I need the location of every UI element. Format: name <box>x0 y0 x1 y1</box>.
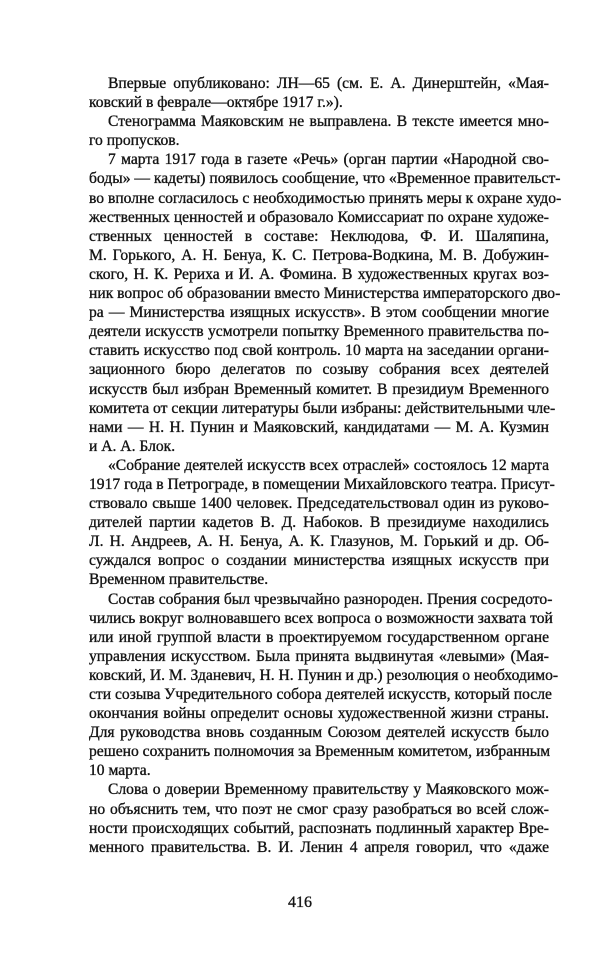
text-line: Впервые опубликовано: ЛН—65 (см. Е. А. Динерштейн, «Мая- <box>108 75 549 92</box>
paragraph <box>89 74 549 112</box>
text-line: «Собрание деятелей искусств всех отраслей» состоялось 12 марта <box>108 456 549 474</box>
paragraph <box>89 780 549 856</box>
text-line: М. Горького, А. Н. Бенуа, К. С. Петрова-Водкина, М. В. Добужин- <box>89 246 549 264</box>
text-line: Стенограмма Маяковским не выправлена. В тексте имеется мно- <box>108 113 549 131</box>
text-line: комитета от секции литературы были избраны: действительными чле- <box>89 399 556 417</box>
paragraph <box>89 590 559 781</box>
text-line: Л. Н. Андреев, А. Н. Бенуа, А. К. Глазунов, М. Горький и др. Об- <box>89 533 549 551</box>
text-line: Слова о доверии Временному правительству у Маяковского мож- <box>108 781 549 799</box>
text-line: во вполне согласилось с необходимостью принять меры к охране худо- <box>89 189 562 207</box>
text-line: или иной группой власти в проектируемом государственном органе <box>89 628 549 646</box>
text-line: ности происходящих событий, распознать подлинный характер Вре- <box>89 819 549 837</box>
text-line: суждался вопрос о создании министерства изящных искусств при <box>89 552 549 570</box>
text-line: ковский, И. М. Зданевич, Н. Н. Пунин и др.) резолюция о необходимо- <box>89 666 559 684</box>
text-line: ского, Н. К. Рериха и И. А. Фомина. В художественных кругах воз- <box>89 265 549 283</box>
text-line: 10 марта. <box>89 762 151 780</box>
text-line: сти созыва Учредительного собора деятелей искусств, который после <box>89 686 552 703</box>
text-line: боды» — кадеты) появилось сообщение, что «Временное правительст- <box>89 170 561 188</box>
text-line: го пропусков. <box>89 132 180 150</box>
text-line: решено сохранить полномочия за Временным комитетом, избранным <box>89 743 551 761</box>
text-line: 7 марта 1917 года в газете «Речь» (орган партии «Народной сво- <box>108 151 549 169</box>
text-line: нами — Н. Н. Пунин и Маяковский, кандидатами — М. А. Кузмин <box>89 418 549 436</box>
text-line: зационного бюро делегатов по созыву собрания всех деятелей <box>89 361 549 379</box>
text-line: Для руководства вновь созданным Союзом деятелей искусств было <box>89 724 549 742</box>
text-line: и А. А. Блок. <box>89 437 176 455</box>
paragraph <box>89 456 555 590</box>
text-line: деятели искусств усмотрели попытку Временного правительства по- <box>89 323 549 341</box>
text-line: Состав собрания был чрезвычайно разнороден. Прения сосредото- <box>108 590 553 608</box>
paragraph <box>89 112 549 150</box>
page-text <box>89 74 562 857</box>
text-line: управления искусством. Была принята выдвинутая «левыми» (Мая- <box>89 647 549 665</box>
text-line: ковский в феврале—октябре 1917 г.»). <box>89 94 343 112</box>
text-line: ствовало свыше 1400 человек. Председательствовал один из руково- <box>89 495 549 513</box>
text-line: ник вопрос об образовании вместо Министерства императорского дво- <box>89 285 561 303</box>
text-line: жественных ценностей и образовало Комиссариат по охране художе- <box>89 208 549 226</box>
text-line: ственных ценностей в составе: Неклюдова, Ф. И. Шаляпина, <box>89 227 549 245</box>
text-line: ставить искусство под свой контроль. 10 марта на заседании органи- <box>89 342 549 360</box>
text-line: ра — Министерства изящных искусств». В этом сообщении многие <box>89 304 549 322</box>
text-line: 1917 года в Петрограде, в помещении Михайловского театра. Присут- <box>89 475 555 493</box>
text-line: но объяснить тем, что поэт не смог сразу разобраться во всей слож- <box>89 800 549 818</box>
text-line: дителей партии кадетов В. Д. Набоков. В президиуме находились <box>89 514 549 532</box>
text-line: искусств был избран Временный комитет. В президиум Временного <box>89 380 549 398</box>
text-line: окончания войны определит основы художественной жизни страны. <box>89 705 549 723</box>
text-line: чились вокруг волновавшего всех вопроса о возможности захвата той <box>89 609 553 627</box>
paragraph <box>89 150 562 456</box>
text-line: Временном правительстве. <box>89 571 269 589</box>
text-line: менного правительства. В. И. Ленин 4 апреля говорил, что «даже <box>89 838 549 856</box>
page-number: 416 <box>288 894 312 911</box>
